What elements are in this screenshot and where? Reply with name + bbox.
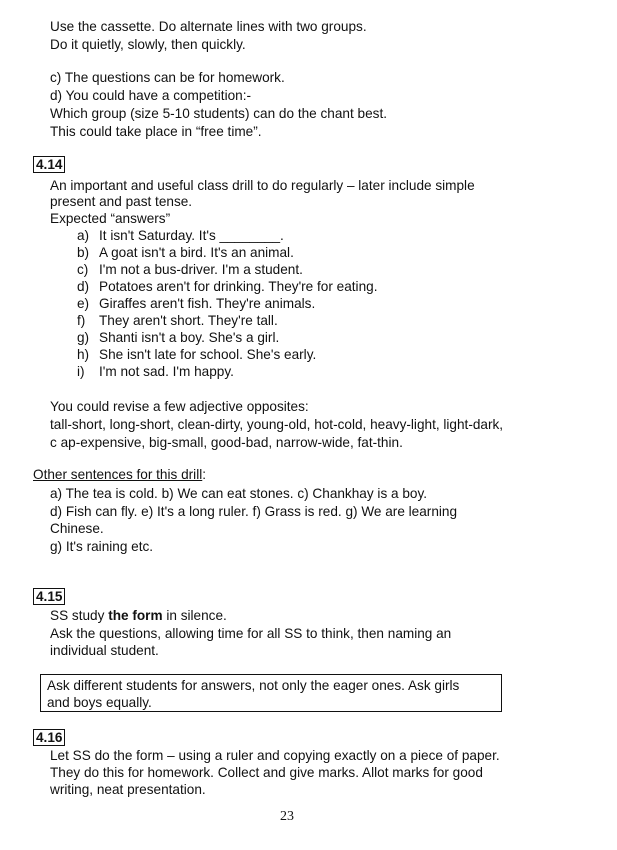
other-line-1: a) The tea is cold. b) We can eat stones. c) Chankhay is a boy. (50, 486, 428, 501)
intro-question-2: This could take place in “free time”. (50, 124, 262, 139)
answer-label: b) (77, 245, 90, 260)
study-post: in silence. (162, 608, 227, 623)
answer-g (77, 329, 279, 346)
study-pre: SS study (50, 608, 109, 623)
teacher-note-box (40, 674, 502, 712)
answer-c (77, 261, 303, 278)
answer-d (77, 278, 377, 295)
answer-label: h) (77, 347, 90, 362)
answer-text: It isn't Saturday. It's ________. (99, 228, 284, 243)
intro-line-1: Use the cassette. Do alternate lines with two groups. (50, 19, 367, 34)
s416-line-1: Let SS do the form – using a ruler and copying exactly on a piece of paper. (50, 748, 500, 763)
s415-ask-line-1: Ask the questions, allowing time for all SS to think, then naming an (50, 626, 452, 641)
answer-text: Shanti isn't a boy. She's a girl. (99, 330, 280, 345)
other-line-2: d) Fish can fly. e) It's a long ruler. f) Grass is red. g) We are learning (50, 504, 458, 519)
answer-b (77, 244, 294, 261)
answer-f (77, 312, 278, 329)
intro-item-c: c) The questions can be for homework. (50, 70, 285, 85)
other-sentences-heading (33, 466, 206, 483)
answer-label: c) (77, 262, 89, 277)
intro-line-2: Do it quietly, slowly, then quickly. (50, 37, 246, 52)
answer-text: Giraffes aren't fish. They're animals. (99, 296, 316, 311)
intro-item-d: d) You could have a competition:- (50, 88, 252, 103)
s414-description-1: An important and useful class drill to do regularly – later include simple (50, 178, 475, 193)
s415-study-line (50, 607, 227, 624)
other-heading-colon: : (202, 467, 207, 482)
s416-line-2: They do this for homework. Collect and give marks. Allot marks for good (50, 765, 483, 780)
note-line-1: Ask different students for answers, not only the eager ones. Ask girls (47, 678, 460, 693)
answer-text: She isn't late for school. She's early. (99, 347, 317, 362)
s414-expected-heading: Expected “answers” (50, 211, 171, 226)
answer-label: i) (77, 364, 85, 379)
other-heading-text: Other sentences for this drill (33, 467, 203, 482)
answer-text: I'm not a bus-driver. I'm a student. (99, 262, 303, 277)
answer-label: e) (77, 296, 90, 311)
answer-label: g) (77, 330, 90, 345)
intro-question-1: Which group (size 5-10 students) can do the chant best. (50, 106, 388, 121)
answer-label: d) (77, 279, 90, 294)
section-number-4-16: 4.16 (33, 729, 65, 746)
s415-ask-line-2: individual student. (50, 643, 159, 658)
section-number-4-15: 4.15 (33, 588, 65, 605)
answer-label: a) (77, 228, 90, 243)
answer-text: A goat isn't a bird. It's an animal. (99, 245, 294, 260)
section-number-4-14: 4.14 (33, 156, 65, 173)
answer-text: Potatoes aren't for drinking. They're for eating. (99, 279, 378, 294)
revise-line-1: You could revise a few adjective opposites: (50, 399, 309, 414)
answer-e (77, 295, 315, 312)
answer-a (77, 227, 284, 244)
s414-description-2: present and past tense. (50, 194, 193, 209)
answer-i (77, 363, 234, 380)
page-number: 23 (280, 809, 294, 824)
answer-text: I'm not sad. I'm happy. (99, 364, 234, 379)
other-line-4: g) It's raining etc. (50, 539, 154, 554)
other-line-3: Chinese. (50, 521, 104, 536)
study-bold: the form (108, 608, 163, 623)
note-line-2: and boys equally. (47, 695, 152, 710)
s416-line-3: writing, neat presentation. (50, 782, 206, 797)
revise-line-2: tall-short, long-short, clean-dirty, young-old, hot-cold, heavy-light, light-dark, (50, 417, 504, 432)
answer-h (77, 346, 316, 363)
answer-text: They aren't short. They're tall. (99, 313, 278, 328)
answer-label: f) (77, 313, 86, 328)
revise-line-3: c ap-expensive, big-small, good-bad, narrow-wide, fat-thin. (50, 435, 403, 450)
